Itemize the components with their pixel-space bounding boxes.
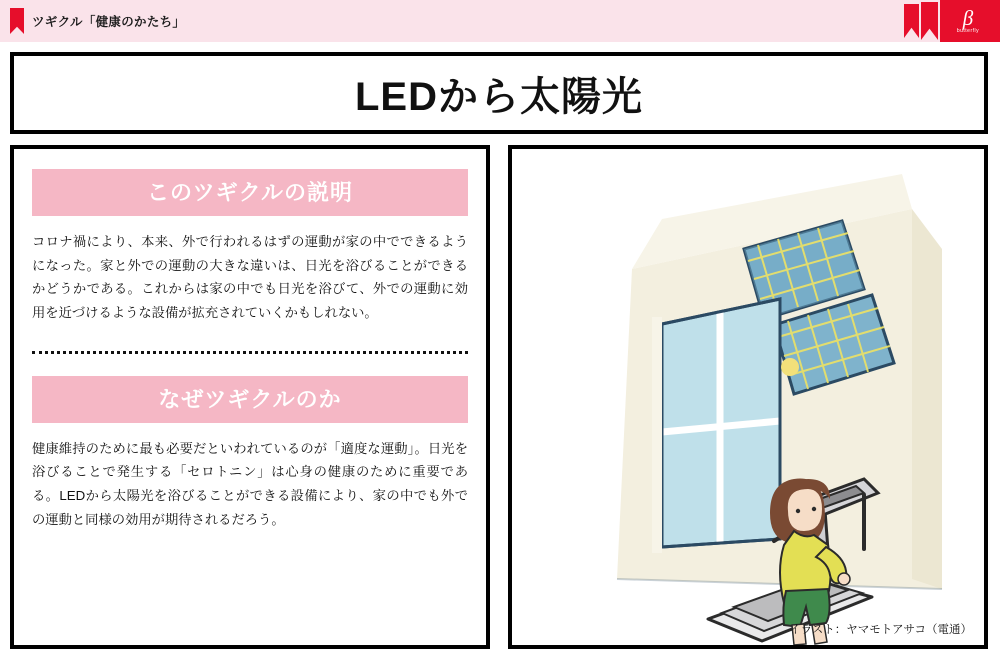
window [652, 299, 780, 553]
header-right-group [904, 0, 1000, 42]
header-left-group [0, 8, 185, 34]
section-heading-reason: なぜツギクルのか [32, 376, 468, 423]
page-title: LEDから太陽光 [355, 74, 643, 119]
ribbon-icon [10, 8, 24, 34]
page-header [0, 0, 1000, 42]
brand-ribbons [904, 0, 940, 42]
beta-logo-glyph: β [962, 5, 974, 30]
section-heading-explanation: このツギクルの説明 [32, 169, 468, 216]
page-title-box [10, 52, 988, 134]
ribbon-icon-1 [904, 4, 919, 38]
room-illustration [512, 149, 984, 645]
beta-logo [940, 0, 1000, 42]
ribbon-icon-2 [921, 2, 938, 40]
section-body-reason: 健康維持のために最も必要だといわれているのが「適度な運動」。日光を浴びることで発生する「セロトニン」は心身の健康のために重要である。LEDから太陽光を浴びることができる設備により、家の中でも外での運動と同様の効用が期待されるだろう。 [32, 440, 468, 527]
sun-icon [781, 358, 799, 376]
header-title: ツギクル「健康のかたち」 [32, 15, 186, 29]
illustration-credit: イラスト：ヤマモトアサコ（電通） [789, 624, 972, 636]
beta-logo-subtitle: butterfly [956, 27, 980, 34]
illustration-panel [508, 145, 988, 649]
section-divider [32, 351, 468, 354]
description-panel [10, 145, 490, 649]
section-body-explanation: コロナ禍により、本来、外で行われるはずの運動が家の中でできるようになった。家と外での運動の大きな違いは、日光を浴びることができるかどうかである。これからは家の中でも日光を浴びて、外での運動に効用を近づけるような設備が拡充されていくかもしれない。 [32, 234, 468, 320]
